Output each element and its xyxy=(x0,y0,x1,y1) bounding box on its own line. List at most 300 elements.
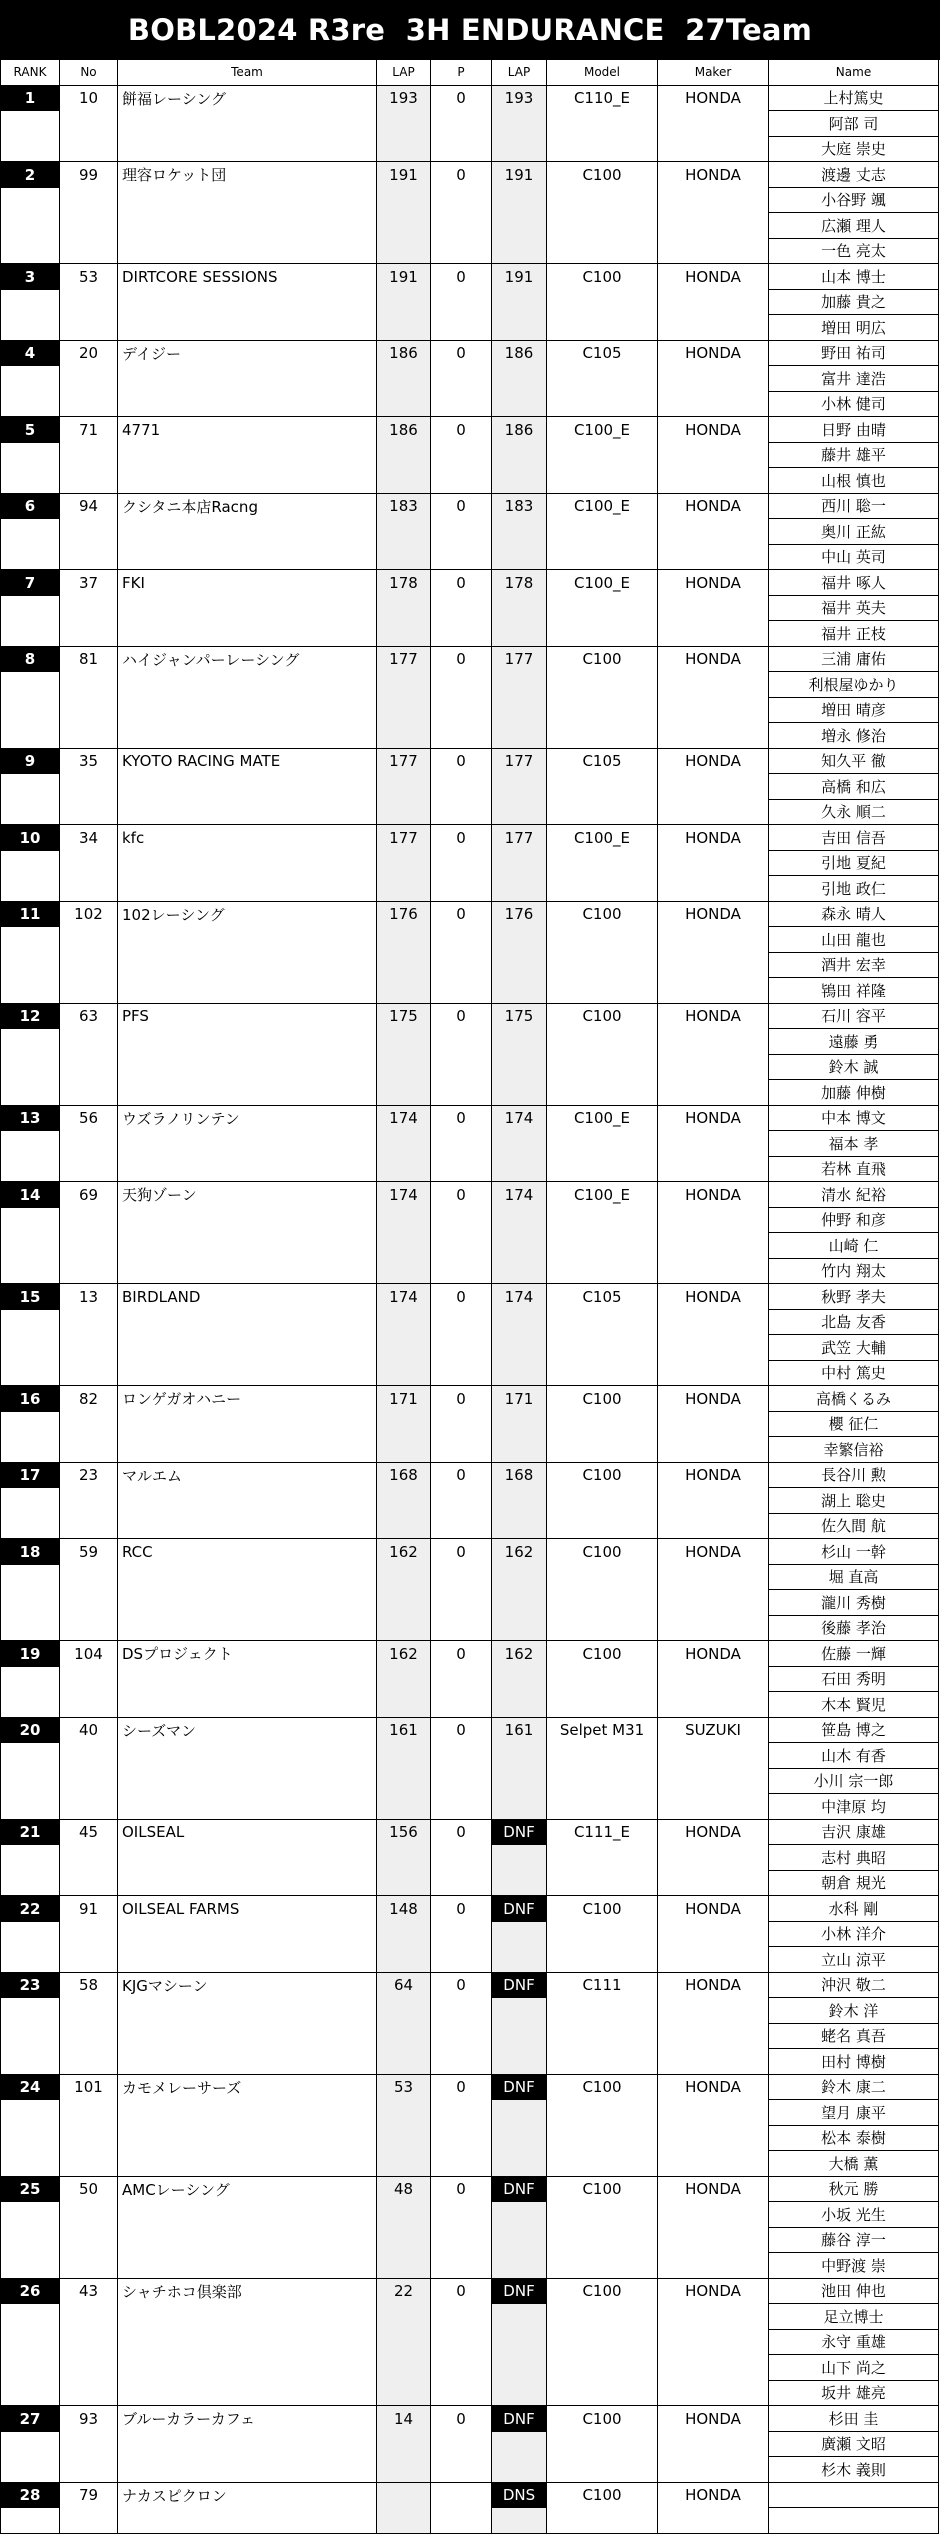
team-name-cell xyxy=(118,698,377,724)
model-cell xyxy=(547,1233,658,1259)
car-number-cell xyxy=(60,1590,118,1616)
total-lap-cell xyxy=(492,1514,547,1540)
rank-cell xyxy=(0,621,60,647)
total-lap-cell xyxy=(492,978,547,1004)
lap-cell xyxy=(377,1055,431,1081)
model-cell xyxy=(547,1080,658,1106)
rider-name-cell: 佐藤 一輝 xyxy=(769,1641,939,1667)
lap-cell xyxy=(377,2432,431,2458)
penalty-cell xyxy=(431,2355,492,2381)
penalty-cell xyxy=(431,698,492,724)
lap-cell: 64 xyxy=(377,1973,431,1999)
team-name-cell xyxy=(118,1565,377,1591)
total-lap-cell xyxy=(492,1437,547,1463)
car-number-cell xyxy=(60,1565,118,1591)
rank-cell xyxy=(0,2126,60,2152)
total-lap-cell xyxy=(492,1080,547,1106)
rank-cell xyxy=(0,1845,60,1871)
team-name-cell xyxy=(118,2228,377,2254)
team-name-cell xyxy=(118,1922,377,1948)
rider-row xyxy=(0,213,940,239)
model-cell xyxy=(547,2304,658,2330)
maker-cell: HONDA xyxy=(658,341,769,367)
team-row xyxy=(0,162,940,188)
car-number-cell xyxy=(60,774,118,800)
model-cell xyxy=(547,2151,658,2177)
model-cell: C105 xyxy=(547,341,658,367)
penalty-cell xyxy=(431,1845,492,1871)
rank-cell: 27 xyxy=(0,2406,60,2432)
team-name-cell xyxy=(118,927,377,953)
model-cell: C100 xyxy=(547,2483,658,2509)
maker-cell: HONDA xyxy=(658,417,769,443)
lap-cell xyxy=(377,468,431,494)
lap-cell xyxy=(377,723,431,749)
team-row xyxy=(0,341,940,367)
rank-cell: 16 xyxy=(0,1386,60,1412)
team-name-cell xyxy=(118,1998,377,2024)
penalty-cell xyxy=(431,1667,492,1693)
team-name-cell xyxy=(118,213,377,239)
rank-cell: 1 xyxy=(0,86,60,112)
total-lap-cell: DNF xyxy=(492,2075,547,2101)
team-row xyxy=(0,1106,940,1132)
penalty-cell xyxy=(431,2202,492,2228)
maker-cell: HONDA xyxy=(658,2177,769,2203)
rider-name-cell xyxy=(769,2508,939,2534)
rider-name-cell: 大庭 崇史 xyxy=(769,137,939,163)
rider-name-cell xyxy=(769,2483,939,2509)
rider-row xyxy=(0,1590,940,1616)
rank-cell xyxy=(0,876,60,902)
rider-name-cell: 奥川 正紘 xyxy=(769,519,939,545)
lap-cell xyxy=(377,1131,431,1157)
car-number-cell: 23 xyxy=(60,1463,118,1489)
team-row xyxy=(0,2483,940,2509)
lap-cell xyxy=(377,1259,431,1285)
team-name-cell xyxy=(118,876,377,902)
rank-cell: 5 xyxy=(0,417,60,443)
model-cell xyxy=(547,1769,658,1795)
rank-cell xyxy=(0,1667,60,1693)
team-name-cell xyxy=(118,1692,377,1718)
car-number-cell: 53 xyxy=(60,264,118,290)
rank-cell: 18 xyxy=(0,1539,60,1565)
maker-cell xyxy=(658,1029,769,1055)
team-name-cell xyxy=(118,2355,377,2381)
maker-cell xyxy=(658,2253,769,2279)
rider-name-cell: 武笠 大輔 xyxy=(769,1335,939,1361)
lap-cell: 175 xyxy=(377,1004,431,1030)
rider-name-cell: 志村 典昭 xyxy=(769,1845,939,1871)
rider-name-cell: 遠藤 勇 xyxy=(769,1029,939,1055)
team-name-cell xyxy=(118,1055,377,1081)
car-number-cell: 37 xyxy=(60,570,118,596)
rank-cell: 4 xyxy=(0,341,60,367)
rider-name-cell: 水科 剛 xyxy=(769,1896,939,1922)
model-cell: C100 xyxy=(547,647,658,673)
maker-cell xyxy=(658,1845,769,1871)
model-cell xyxy=(547,213,658,239)
model-cell xyxy=(547,1514,658,1540)
rider-row xyxy=(0,2100,940,2126)
rider-name-cell: 小谷野 颯 xyxy=(769,188,939,214)
lap-cell xyxy=(377,1335,431,1361)
rider-name-cell: 小川 宗一郎 xyxy=(769,1769,939,1795)
total-lap-cell xyxy=(492,468,547,494)
model-cell xyxy=(547,1157,658,1183)
total-lap-cell xyxy=(492,723,547,749)
team-name-cell xyxy=(118,2253,377,2279)
lap-cell: 177 xyxy=(377,825,431,851)
maker-cell: HONDA xyxy=(658,1641,769,1667)
car-number-cell xyxy=(60,1845,118,1871)
maker-cell xyxy=(658,2457,769,2483)
total-lap-cell: DNF xyxy=(492,2406,547,2432)
penalty-cell xyxy=(431,1616,492,1642)
model-cell xyxy=(547,1565,658,1591)
penalty-cell xyxy=(431,2508,492,2534)
model-cell xyxy=(547,1029,658,1055)
total-lap-cell xyxy=(492,545,547,571)
penalty-cell xyxy=(431,2228,492,2254)
penalty-cell xyxy=(431,1412,492,1438)
maker-cell xyxy=(658,111,769,137)
car-number-cell xyxy=(60,239,118,265)
rank-cell xyxy=(0,2457,60,2483)
rider-row xyxy=(0,1335,940,1361)
penalty-cell xyxy=(431,213,492,239)
rider-row xyxy=(0,392,940,418)
car-number-cell: 91 xyxy=(60,1896,118,1922)
team-name-cell xyxy=(118,1029,377,1055)
total-lap-cell xyxy=(492,137,547,163)
lap-cell xyxy=(377,1743,431,1769)
rank-cell: 8 xyxy=(0,647,60,673)
maker-cell xyxy=(658,978,769,1004)
penalty-cell xyxy=(431,774,492,800)
model-cell xyxy=(547,1259,658,1285)
penalty-cell xyxy=(431,876,492,902)
total-lap-cell xyxy=(492,111,547,137)
model-cell xyxy=(547,2457,658,2483)
total-lap-cell xyxy=(492,1310,547,1336)
car-number-cell xyxy=(60,1412,118,1438)
rank-cell: 25 xyxy=(0,2177,60,2203)
model-cell xyxy=(547,1310,658,1336)
team-name-cell xyxy=(118,1080,377,1106)
car-number-cell xyxy=(60,1947,118,1973)
model-cell xyxy=(547,366,658,392)
team-name-cell: シャチホコ倶楽部 xyxy=(118,2279,377,2305)
car-number-cell xyxy=(60,2228,118,2254)
model-cell xyxy=(547,1998,658,2024)
rider-name-cell: 山田 龍也 xyxy=(769,927,939,953)
penalty-cell: 0 xyxy=(431,1463,492,1489)
total-lap-cell xyxy=(492,443,547,469)
car-number-cell xyxy=(60,468,118,494)
lap-cell: 186 xyxy=(377,341,431,367)
rider-row xyxy=(0,978,940,1004)
rider-row xyxy=(0,2508,940,2534)
rider-row xyxy=(0,1055,940,1081)
maker-cell: HONDA xyxy=(658,1820,769,1846)
total-lap-cell xyxy=(492,1692,547,1718)
total-lap-cell xyxy=(492,876,547,902)
penalty-cell: 0 xyxy=(431,2075,492,2101)
rank-cell xyxy=(0,1743,60,1769)
model-cell xyxy=(547,1692,658,1718)
team-name-cell xyxy=(118,1769,377,1795)
lap-cell: 191 xyxy=(377,162,431,188)
model-cell xyxy=(547,927,658,953)
rider-row xyxy=(0,1488,940,1514)
total-lap-cell xyxy=(492,1055,547,1081)
lap-cell: 186 xyxy=(377,417,431,443)
team-row xyxy=(0,2279,940,2305)
rider-name-cell: 中本 博文 xyxy=(769,1106,939,1132)
rank-cell xyxy=(0,672,60,698)
rank-cell xyxy=(0,1310,60,1336)
team-name-cell xyxy=(118,1794,377,1820)
model-cell: C100 xyxy=(547,162,658,188)
header-team: Team xyxy=(118,60,377,86)
lap-cell: 177 xyxy=(377,749,431,775)
model-cell xyxy=(547,2330,658,2356)
rank-cell xyxy=(0,1259,60,1285)
model-cell xyxy=(547,953,658,979)
car-number-cell: 79 xyxy=(60,2483,118,2509)
car-number-cell: 56 xyxy=(60,1106,118,1132)
penalty-cell: 0 xyxy=(431,417,492,443)
car-number-cell xyxy=(60,2355,118,2381)
penalty-cell: 0 xyxy=(431,1386,492,1412)
rider-name-cell: 西川 聡一 xyxy=(769,494,939,520)
maker-cell xyxy=(658,1922,769,1948)
maker-cell xyxy=(658,545,769,571)
team-name-cell xyxy=(118,239,377,265)
car-number-cell: 58 xyxy=(60,1973,118,1999)
model-cell xyxy=(547,621,658,647)
lap-cell: 171 xyxy=(377,1386,431,1412)
penalty-cell xyxy=(431,239,492,265)
car-number-cell xyxy=(60,2457,118,2483)
model-cell: C100 xyxy=(547,1641,658,1667)
penalty-cell xyxy=(431,927,492,953)
team-name-cell: kfc xyxy=(118,825,377,851)
penalty-cell xyxy=(431,290,492,316)
maker-cell xyxy=(658,2202,769,2228)
total-lap-cell xyxy=(492,1029,547,1055)
maker-cell xyxy=(658,1794,769,1820)
penalty-cell xyxy=(431,1743,492,1769)
rider-row xyxy=(0,1514,940,1540)
car-number-cell xyxy=(60,2100,118,2126)
team-row xyxy=(0,1463,940,1489)
maker-cell: HONDA xyxy=(658,1539,769,1565)
total-lap-cell xyxy=(492,1590,547,1616)
penalty-cell: 0 xyxy=(431,1284,492,1310)
car-number-cell xyxy=(60,2330,118,2356)
rank-cell xyxy=(0,953,60,979)
lap-cell xyxy=(377,1157,431,1183)
total-lap-cell xyxy=(492,621,547,647)
rider-name-cell: 中津原 均 xyxy=(769,1794,939,1820)
rider-name-cell: 小林 健司 xyxy=(769,392,939,418)
rank-cell xyxy=(0,1080,60,1106)
car-number-cell xyxy=(60,596,118,622)
team-name-cell xyxy=(118,1514,377,1540)
team-name-cell xyxy=(118,1590,377,1616)
rider-name-cell: 福井 正枝 xyxy=(769,621,939,647)
rank-cell: 17 xyxy=(0,1463,60,1489)
car-number-cell: 102 xyxy=(60,902,118,928)
maker-cell xyxy=(658,953,769,979)
total-lap-cell xyxy=(492,290,547,316)
penalty-cell: 0 xyxy=(431,2406,492,2432)
model-cell xyxy=(547,1794,658,1820)
rider-name-cell: 広瀬 理人 xyxy=(769,213,939,239)
model-cell: C100 xyxy=(547,1539,658,1565)
rider-name-cell: 清水 紀裕 xyxy=(769,1182,939,1208)
model-cell xyxy=(547,1488,658,1514)
total-lap-cell xyxy=(492,392,547,418)
rank-cell: 23 xyxy=(0,1973,60,1999)
model-cell xyxy=(547,392,658,418)
team-row xyxy=(0,570,940,596)
rider-name-cell: 利根屋ゆかり xyxy=(769,672,939,698)
maker-cell xyxy=(658,1743,769,1769)
team-name-cell: デイジー xyxy=(118,341,377,367)
penalty-cell xyxy=(431,1080,492,1106)
rank-cell: 2 xyxy=(0,162,60,188)
rider-row xyxy=(0,2355,940,2381)
car-number-cell xyxy=(60,1488,118,1514)
rank-cell xyxy=(0,1131,60,1157)
rank-cell: 15 xyxy=(0,1284,60,1310)
penalty-cell xyxy=(431,137,492,163)
maker-cell xyxy=(658,927,769,953)
rank-cell xyxy=(0,774,60,800)
total-lap-cell xyxy=(492,2381,547,2407)
rank-cell xyxy=(0,1055,60,1081)
total-lap-cell xyxy=(492,1667,547,1693)
rider-row xyxy=(0,953,940,979)
car-number-cell: 99 xyxy=(60,162,118,188)
total-lap-cell: 176 xyxy=(492,902,547,928)
lap-cell: 22 xyxy=(377,2279,431,2305)
model-cell xyxy=(547,1437,658,1463)
penalty-cell xyxy=(431,1361,492,1387)
rider-row xyxy=(0,2151,940,2177)
rider-name-cell: 中野渡 崇 xyxy=(769,2253,939,2279)
team-name-cell: FKI xyxy=(118,570,377,596)
maker-cell: HONDA xyxy=(658,2406,769,2432)
team-name-cell xyxy=(118,2151,377,2177)
lap-cell xyxy=(377,137,431,163)
rider-row xyxy=(0,1259,940,1285)
maker-cell xyxy=(658,1131,769,1157)
maker-cell xyxy=(658,239,769,265)
model-cell: C100 xyxy=(547,264,658,290)
team-name-cell: OILSEAL FARMS xyxy=(118,1896,377,1922)
car-number-cell xyxy=(60,1769,118,1795)
total-lap-cell: 162 xyxy=(492,1641,547,1667)
total-lap-cell: 171 xyxy=(492,1386,547,1412)
team-name-cell: 4771 xyxy=(118,417,377,443)
total-lap-cell: 183 xyxy=(492,494,547,520)
penalty-cell xyxy=(431,392,492,418)
penalty-cell: 0 xyxy=(431,2279,492,2305)
penalty-cell xyxy=(431,1947,492,1973)
team-name-cell xyxy=(118,519,377,545)
car-number-cell xyxy=(60,519,118,545)
total-lap-cell: DNF xyxy=(492,1973,547,1999)
rank-cell xyxy=(0,1616,60,1642)
rider-name-cell: 竹内 翔太 xyxy=(769,1259,939,1285)
team-row xyxy=(0,2075,940,2101)
total-lap-cell xyxy=(492,366,547,392)
rider-name-cell: 杉田 圭 xyxy=(769,2406,939,2432)
header-model: Model xyxy=(547,60,658,86)
rank-cell xyxy=(0,137,60,163)
penalty-cell xyxy=(431,2151,492,2177)
car-number-cell xyxy=(60,851,118,877)
rider-name-cell: 後藤 孝治 xyxy=(769,1616,939,1642)
maker-cell xyxy=(658,621,769,647)
rider-name-cell: 池田 伸也 xyxy=(769,2279,939,2305)
team-name-cell xyxy=(118,366,377,392)
rider-row xyxy=(0,1616,940,1642)
team-name-cell: 餅福レーシング xyxy=(118,86,377,112)
page-title: BOBL2024 R3re 3H ENDURANCE 27Team xyxy=(0,0,940,60)
rider-name-cell: 朝倉 規光 xyxy=(769,1871,939,1897)
total-lap-cell xyxy=(492,1769,547,1795)
team-name-cell xyxy=(118,2432,377,2458)
total-lap-cell: 177 xyxy=(492,749,547,775)
maker-cell: HONDA xyxy=(658,2075,769,2101)
total-lap-cell xyxy=(492,1131,547,1157)
maker-cell xyxy=(658,2126,769,2152)
rider-row xyxy=(0,188,940,214)
model-cell: C100 xyxy=(547,2279,658,2305)
team-name-cell: ロンゲガオハニー xyxy=(118,1386,377,1412)
car-number-cell: 10 xyxy=(60,86,118,112)
penalty-cell: 0 xyxy=(431,902,492,928)
model-cell xyxy=(547,2049,658,2075)
rider-row xyxy=(0,1029,940,1055)
penalty-cell xyxy=(431,621,492,647)
maker-cell: HONDA xyxy=(658,1106,769,1132)
rider-row xyxy=(0,1871,940,1897)
rider-name-cell: 富井 達浩 xyxy=(769,366,939,392)
penalty-cell xyxy=(431,1514,492,1540)
team-name-cell: 天狗ゾーン xyxy=(118,1182,377,1208)
rider-name-cell: 仲野 和彦 xyxy=(769,1208,939,1234)
total-lap-cell xyxy=(492,1871,547,1897)
team-row xyxy=(0,1182,940,1208)
maker-cell xyxy=(658,2304,769,2330)
model-cell: C100 xyxy=(547,1896,658,1922)
maker-cell xyxy=(658,596,769,622)
rank-cell xyxy=(0,1437,60,1463)
penalty-cell xyxy=(431,1998,492,2024)
team-row xyxy=(0,1718,940,1744)
rider-row xyxy=(0,1692,940,1718)
rider-name-cell: 小坂 光生 xyxy=(769,2202,939,2228)
lap-cell xyxy=(377,545,431,571)
lap-cell: 53 xyxy=(377,2075,431,2101)
